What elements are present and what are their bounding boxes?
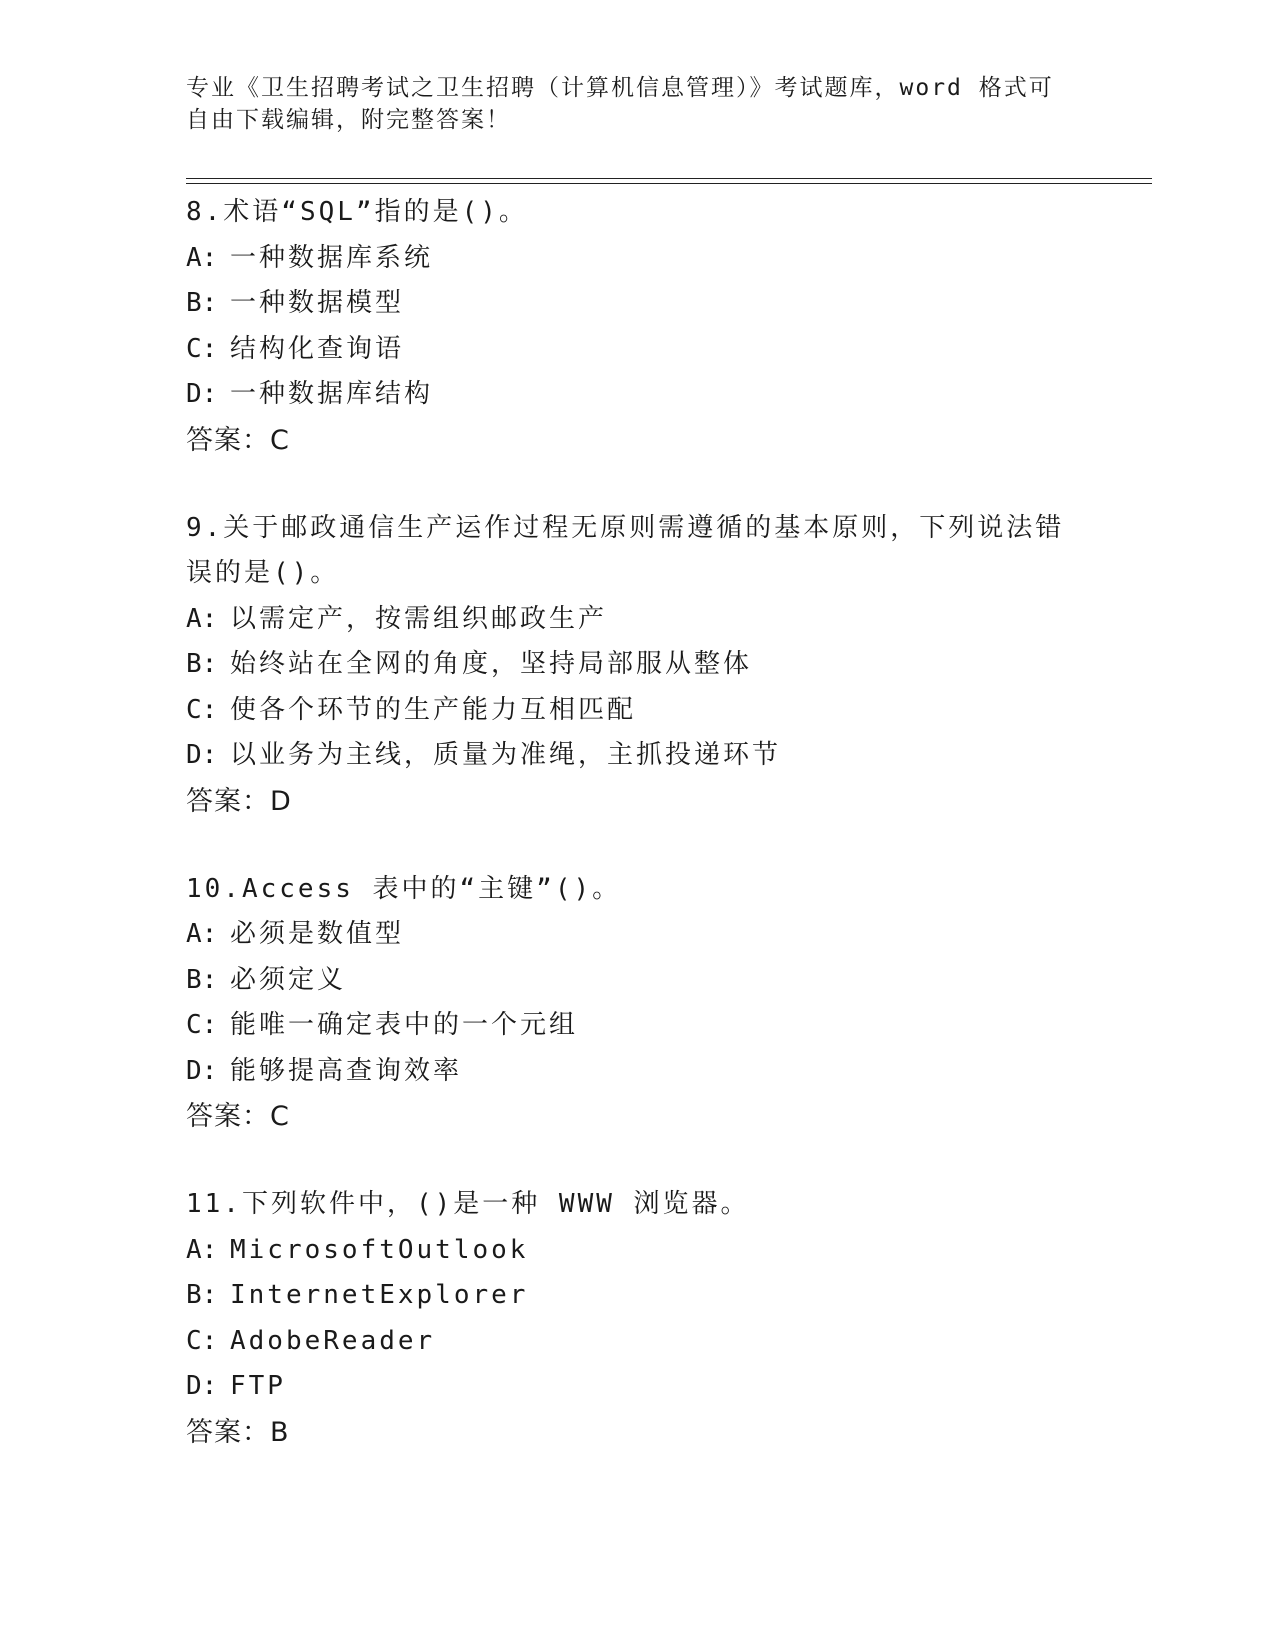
option-text: 一种数据库系统 [230,242,434,273]
option-letter: A: [186,603,218,634]
question-9 [186,506,1086,825]
option-text: 能够提高查询效率 [230,1055,463,1086]
option-letter: D: [186,1055,218,1086]
question-stem: 11.下列软件中，()是一种 WWW 浏览器。 [186,1189,750,1219]
option-c [186,688,1086,734]
option-c [186,1003,1086,1049]
option-letter: A: [186,1234,218,1265]
option-text: 一种数据库结构 [230,379,434,409]
option-letter: B: [186,288,218,318]
option-letter: B: [186,964,218,995]
option-text: 始终站在全网的角度，坚持局部服从整体 [230,649,753,679]
option-a [186,912,1086,958]
option-letter: C: [186,1010,218,1040]
question-stem: 10.Access 表中的“主键”()。 [186,873,622,904]
option-letter: C: [186,1325,218,1356]
option-text: MicrosoftOutlook [230,1234,529,1265]
option-c [186,1319,1086,1365]
option-letter: A: [186,919,218,949]
option-text: 结构化查询语 [230,333,405,364]
option-letter: B: [186,1280,218,1310]
option-d [186,372,1086,418]
option-a [186,597,1086,643]
option-a [186,236,1086,282]
option-letter: B: [186,649,218,679]
option-letter: D: [186,379,218,409]
document-header: 专业《卫生招聘考试之卫生招聘（计算机信息管理）》考试题库，word 格式可自由下载编辑，附完整答案！ [186,75,1054,133]
option-letter: D: [186,740,218,770]
option-text: 能唯一确定表中的一个元组 [230,1010,579,1040]
option-a [186,1228,1086,1274]
option-text: 使各个环节的生产能力互相匹配 [230,694,637,725]
option-text: InternetExplorer [230,1280,529,1310]
option-letter: C: [186,333,218,364]
option-b [186,642,1086,688]
header-divider-bottom [186,183,1152,184]
answer-line: 答案：C [186,1101,290,1132]
option-b [186,1273,1086,1319]
question-8 [186,190,1086,464]
answer-line: 答案：C [186,424,290,456]
answer-line: 答案：D [186,785,292,817]
option-text: 必须是数值型 [230,919,405,949]
option-c [186,327,1086,373]
option-letter: C: [186,694,218,725]
option-d [186,1049,1086,1095]
question-list [186,190,1086,1498]
answer-line: 答案：B [186,1416,290,1448]
header-divider-top [186,178,1152,179]
option-text: 必须定义 [230,964,347,995]
option-b [186,958,1086,1004]
option-b [186,281,1086,327]
option-text: 以需定产，按需组织邮政生产 [230,603,608,634]
option-text: FTP [230,1371,286,1401]
question-stem: 9.关于邮政通信生产运作过程无原则需遵循的基本原则，下列说法错误的是()。 [186,512,1065,588]
option-d [186,1364,1086,1410]
question-10 [186,867,1086,1141]
option-text: AdobeReader [230,1325,436,1356]
option-text: 一种数据模型 [230,288,405,318]
option-letter: D: [186,1371,218,1401]
option-d [186,733,1086,779]
option-text: 以业务为主线，质量为准绳，主抓投递环节 [230,740,782,770]
question-stem: 8.术语“SQL”指的是()。 [186,197,528,227]
question-11 [186,1182,1086,1456]
option-letter: A: [186,242,218,273]
